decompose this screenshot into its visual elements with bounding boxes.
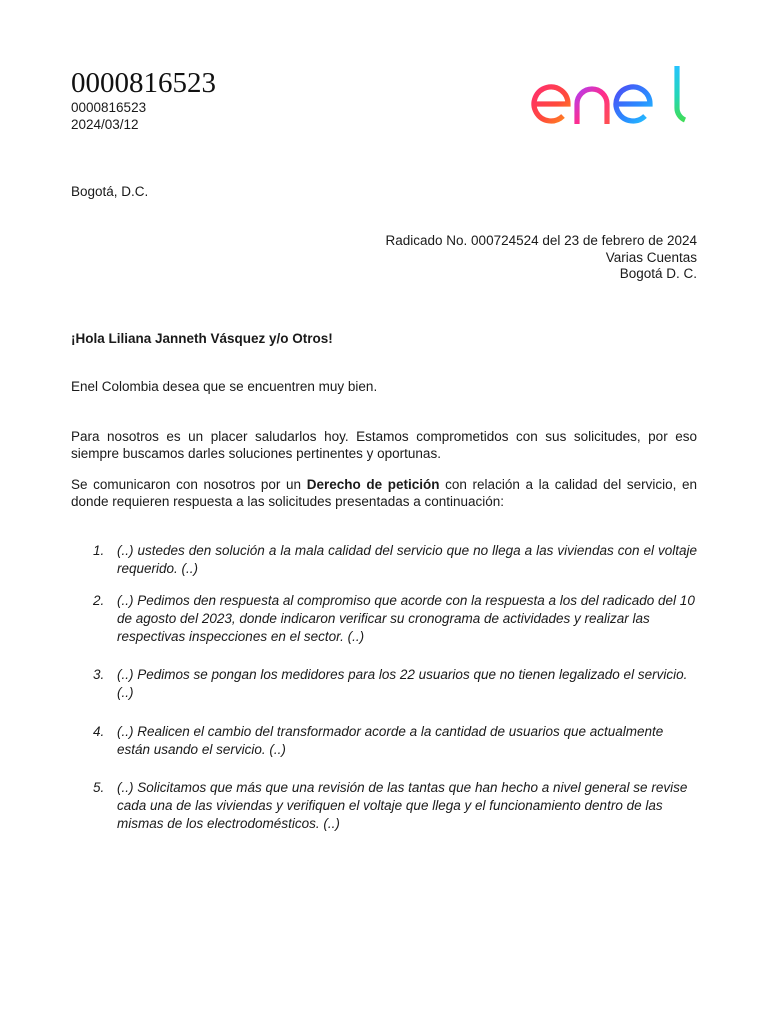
reference-block	[386, 233, 698, 283]
paragraph-petition	[71, 477, 697, 510]
paragraph-commitment: Para nosotros es un placer saludarlos hoy. Estamos comprometidos con sus solicitudes, por eso siempre buscamos darles soluciones pertinentes y oportunas.	[71, 429, 697, 461]
petition-text-before: Se comunicaron con nosotros por un	[71, 477, 307, 492]
petition-type-bold: Derecho de petición	[306, 477, 440, 492]
request-number: 3.	[93, 667, 105, 682]
request-number: 5.	[93, 780, 105, 795]
paragraph-wellwish: Enel Colombia desea que se encuentren muy bien.	[71, 379, 378, 394]
request-item-1	[71, 542, 697, 578]
request-text: (..) ustedes den solución a la mala calidad del servicio que no llega a las viviendas con el voltaje requerido. (..)	[117, 543, 697, 576]
greeting: ¡Hola Liliana Janneth Vásquez y/o Otros!	[71, 331, 333, 346]
enel-logo	[528, 62, 690, 128]
request-text: (..) Pedimos den respuesta al compromiso que acorde con la respuesta a los del radicado del 10 de agosto del 2023, donde indicaron verificar su cronograma de actividades y realizar las respectivas inspecciones en el sector. (..)	[117, 593, 695, 644]
request-item-4	[71, 723, 697, 759]
request-item-2	[71, 592, 697, 646]
request-text: (..) Pedimos se pongan los medidores para los 22 usuarios que no tienen legalizado el servicio. (..)	[117, 667, 688, 700]
request-text: (..) Solicitamos que más que una revisión de las tantas que han hecho a nivel general se revise cada una de las viviendas y verifiquen el voltaje que llega y el funcionamiento dentro de las mismas de los electrodomésticos. (..)	[117, 780, 688, 831]
reference-city: Bogotá D. C.	[619, 266, 697, 281]
reference-accounts: Varias Cuentas	[605, 249, 697, 265]
city-line: Bogotá, D.C.	[71, 184, 149, 199]
document-number-small: 0000816523	[71, 100, 147, 115]
request-item-3	[71, 666, 697, 702]
enel-logo-graphic	[528, 62, 690, 128]
reference-radicado: Radicado No. 000724524 del 23 de febrero de 2024	[385, 233, 697, 248]
request-number: 1.	[93, 543, 105, 558]
request-item-5	[71, 779, 697, 833]
document-number-large: 0000816523	[71, 67, 216, 99]
petition-text-after: con relación a la calidad del servicio, en donde requieren respuesta a las solicitudes presentadas a continuación:	[71, 477, 697, 509]
request-text: (..) Realicen el cambio del transformador acorde a la cantidad de usuarios que actualmente están usando el servicio. (..)	[117, 724, 664, 757]
request-number: 2.	[93, 593, 105, 608]
document-date: 2024/03/12	[71, 117, 139, 132]
request-number: 4.	[93, 724, 105, 739]
